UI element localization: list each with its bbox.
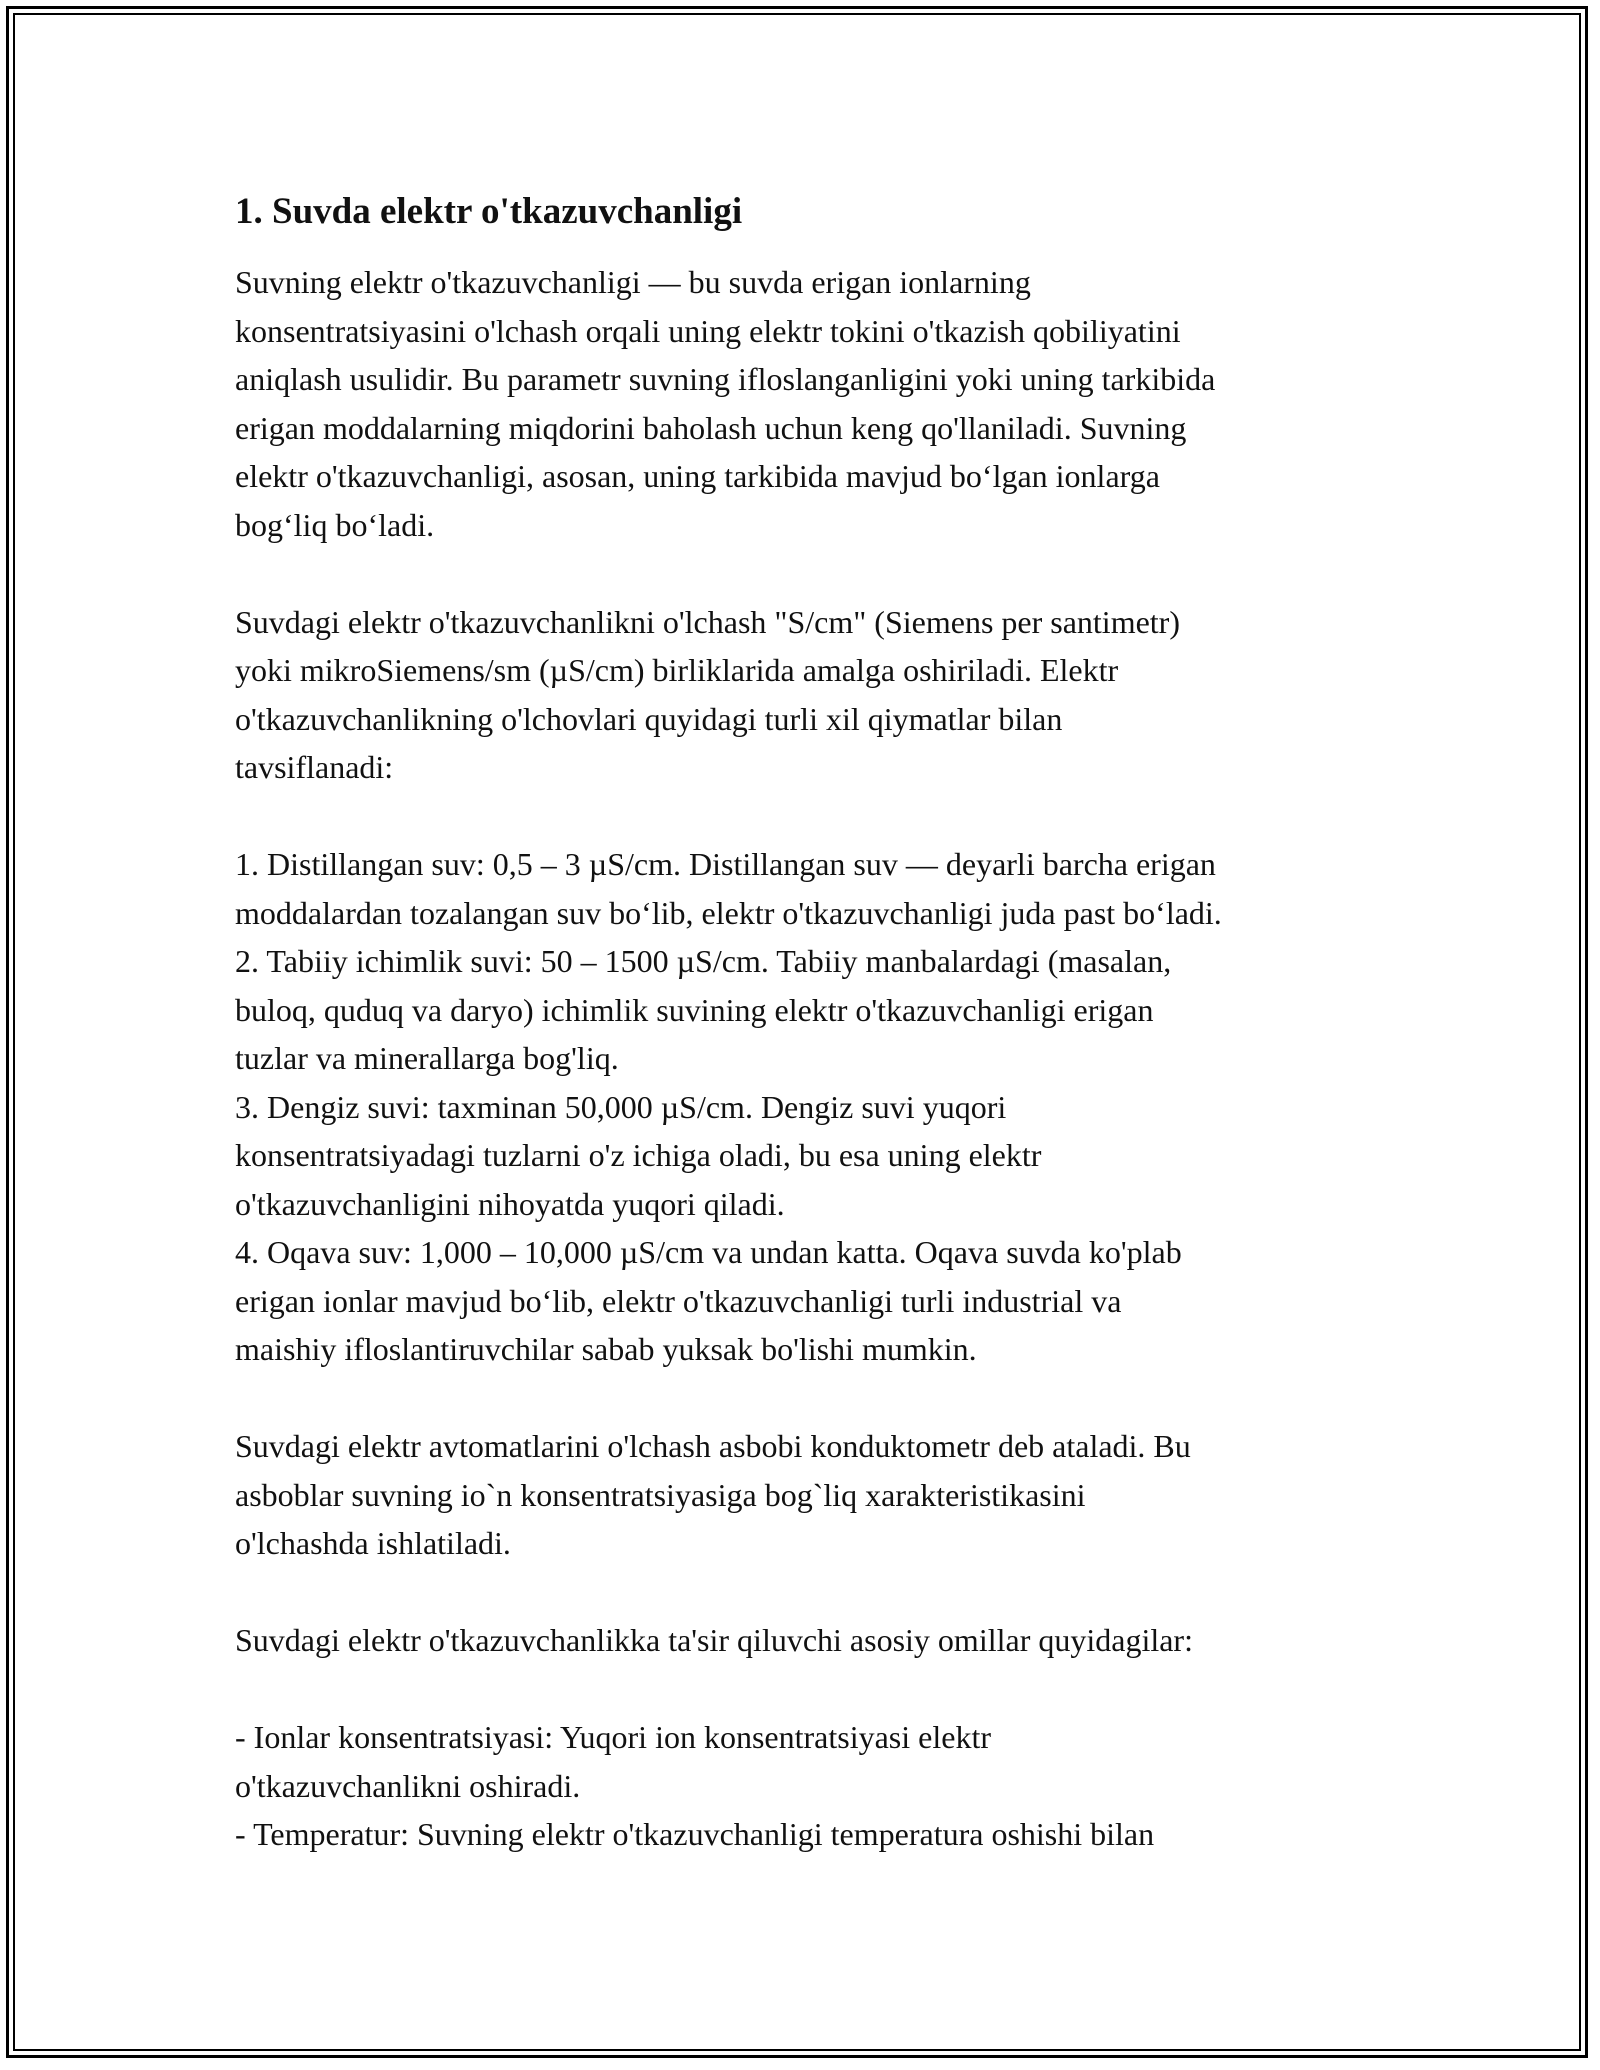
paragraph-gap <box>235 1665 1395 1714</box>
values-list: 1. Distillangan suv: 0,5 – 3 µS/cm. Distillangan suv — deyarli barcha erigan moddalardan tozalangan suv boʻlib, elektr o'tkazuvchanligi juda past boʻladi. 2. Tabiiy ichimlik suvi: 50 – 1500 µS/cm. Tabiiy manbalardagi (masalan, buloq, quduq va daryo) ichimlik suvining elektr o'tkazuvchanligi erigan tuzlar va minerallarga bog'liq. 3. Dengiz suvi: taxminan 50,000 µS/cm. Dengiz suvi yuqori konsentratsiyadagi tuzlarni o'z ichiga oladi, bu esa uning elektr o'tkazuvchanligini nihoyatda yuqori qiladi. 4. Oqava suv: 1,000 – 10,000 µS/cm va undan katta. Oqava suvda ko'plab erigan ionlar mavjud boʻlib, elektr o'tkazuvchanligi turli industrial va maishiy ifloslantiruvchilar sabab yuksak bo'lishi mumkin. <box>235 846 1222 1368</box>
units-paragraph: Suvdagi elektr o'tkazuvchanlikni o'lchash "S/cm" (Siemens per santimetr) yoki mikroSiemens/sm (µS/cm) birliklarida amalga oshiriladi. Elektr o'tkazuvchanlikning o'lchovlari quyidagi turli xil qiymatlar bilan tavsiflanadi: <box>235 603 1180 786</box>
factors-intro: Suvdagi elektr o'tkazuvchanlikka ta'sir qiluvchi asosiy omillar quyidagilar: <box>235 1622 1193 1659</box>
section-heading: 1. Suvda elektr o'tkazuvchanligi <box>235 191 743 232</box>
factors-list: - Ionlar konsentratsiyasi: Yuqori ion konsentratsiyasi elektr o'tkazuvchanlikni oshiradi. - Temperatur: Suvning elektr o'tkazuvchanligi temperatura oshishi bilan <box>235 1719 1155 1853</box>
paragraph-gap <box>235 792 1395 841</box>
paragraph-gap <box>235 1374 1395 1423</box>
intro-paragraph: Suvning elektr o'tkazuvchanligi — bu suvda erigan ionlarning konsentratsiyasini o'lchash orqali uning elektr tokini o'tkazish qobiliyatini aniqlash usulidir. Bu parametr suvning ifloslanganligini yoki uning tarkibida erigan moddalarning miqdorini baholash uchun keng qo'llaniladi. Suvning elektr o'tkazuvchanligi, asosan, uning tarkibida mavjud boʻlgan ionlarga bogʻliq boʻladi. <box>235 264 1216 543</box>
paragraph-gap <box>235 1568 1395 1617</box>
instrument-paragraph: Suvdagi elektr avtomatlarini o'lchash asbobi konduktometr deb ataladi. Bu asboblar suvning io`n konsentratsiyasiga bog`liq xarakteristikasini o'lchashda ishlatiladi. <box>235 1428 1191 1562</box>
document-body <box>235 188 1395 1859</box>
paragraph-gap <box>235 549 1395 598</box>
